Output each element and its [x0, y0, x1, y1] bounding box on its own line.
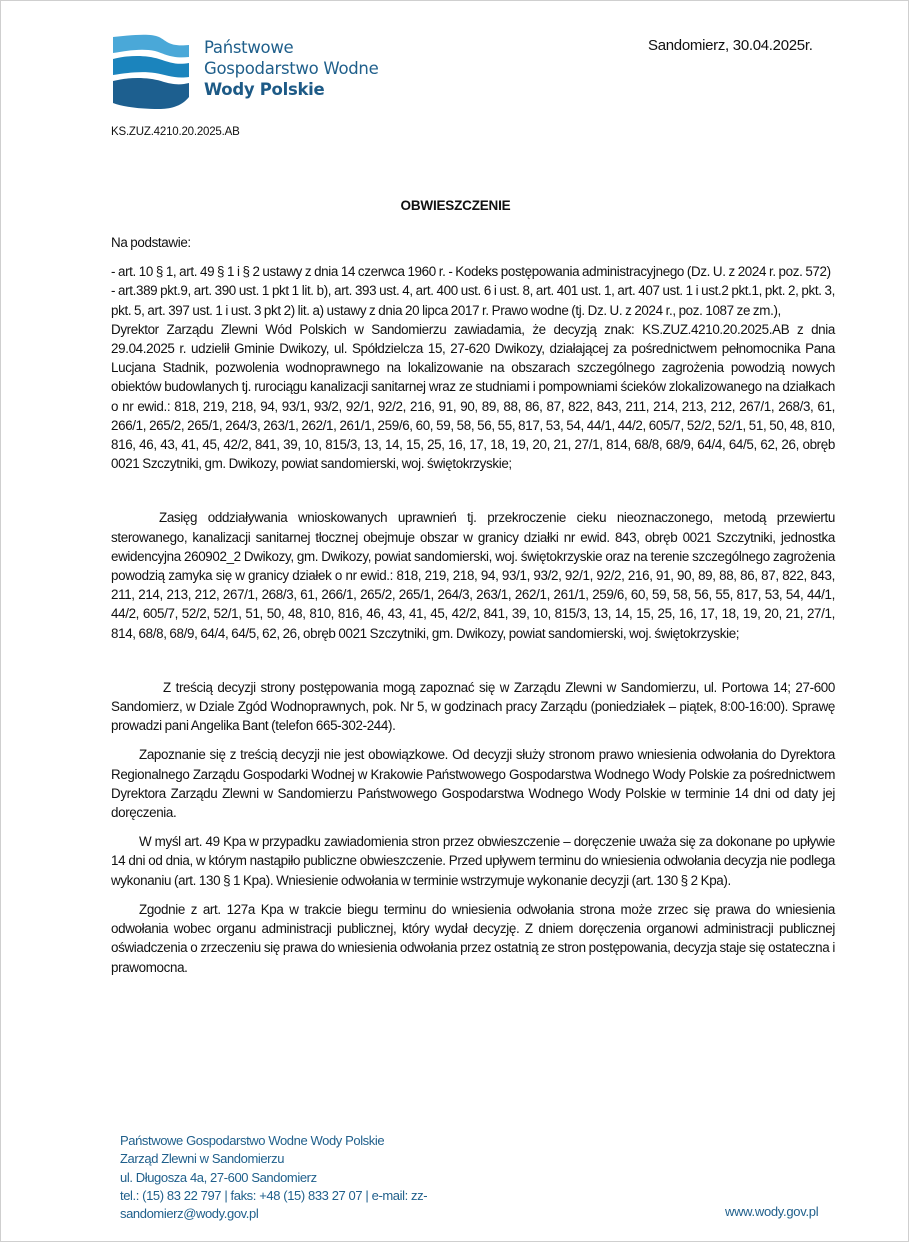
- brand-line-1: Państwowe: [204, 38, 294, 57]
- brand-line-2: Gospodarstwo Wodne: [204, 59, 379, 78]
- place-date: Sandomierz, 30.04.2025r.: [648, 37, 813, 54]
- footer-office: Zarząd Zlewni w Sandomierzu: [120, 1151, 285, 1167]
- paragraph-waiver: Zgodnie z art. 127a Kpa w trakcie biegu terminu do wniesienia odwołania strona może zrzec się prawa do wniesienia odwołania wobec organu administracji publicznej, który wydał decyzję. Z dniem doręczenia organowi administracji publicznej oświadczenia o zrzeczeniu się prawa do wniesienia odwołania przez ostatnią ze stron postępowania, decyzja staje się ostateczna i prawomocna.: [111, 901, 835, 975]
- wody-polskie-logo-icon: [111, 33, 191, 109]
- legal-basis-1: - art. 10 § 1, art. 49 § 1 i § 2 ustawy z dnia 14 czerwca 1960 r. - Kodeks postępowania administracyjnego (Dz. U. z 2024 r. poz. 572): [111, 264, 831, 280]
- legal-basis-2: - art.389 pkt.9, art. 390 ust. 1 pkt 1 lit. b), art. 393 ust. 4, art. 400 ust. 6 i ust. 8, art. 401 ust. 1, art. 407 ust. 1 i ust.2 pkt.1, pkt. 2, pkt. 3, pkt. 5, art. 397 ust. 1 i ust. 3 pkt 2) lit. a) ustawy z dnia 20 lipca 2017 r. Prawo wodne (tj. Dz. U. z 2024 r., poz. 1087 ze zm.),: [111, 283, 835, 318]
- paragraph-decision: Dyrektor Zarządu Zlewni Wód Polskich w Sandomierzu zawiadamia, że decyzją znak: KS.ZUZ.4210.20.2025.AB z dnia 29.04.2025 r. udzielił Gminie Dwikozy, ul. Spółdzielcza 15, 27-620 Dwikozy, działającej za pośrednictwem pełnomocnika Pana Lucjana Stadnik, pozwolenia wodnoprawnego na lokalizowanie na obszarach szczególnego zagrożenia powodzią nowych obiektów budowlanych tj. rurociągu kanalizacji sanitarnej wraz ze studniami i pompowniami ścieków zlokalizowanego na działkach o nr ewid.: 818, 219, 218, 94, 93/1, 93/2, 92/1, 92/2, 216, 91, 90, 89, 88, 86, 87, 822, 843, 211, 214, 213, 212, 267/1, 268/3, 61, 266/1, 265/2, 265/1, 264/3, 263/1, 262/1, 261/1, 259/6, 60, 59, 58, 56, 55, 817, 53, 54, 44/1, 44/2, 605/7, 52/2, 52/1, 51, 50, 48, 810, 816, 46, 43, 41, 45, 42/2, 841, 39, 10, 815/3, 13, 14, 15, 25, 16, 17, 18, 19, 20, 21, 27/1, 814, 68/8, 68/9, 64/4, 64/5, 62, 26, obręb 0021 Szczytniki, gm. Dwikozy, powiat sandomierski, woj. świętokrzyskie;: [111, 321, 835, 472]
- footer-address: ul. Długosza 4a, 27-600 Sandomierz: [120, 1169, 317, 1185]
- paragraph-impact-range: Zasięg oddziaływania wnioskowanych uprawnień tj. przekroczenie cieku nieoznaczonego, metodą przewiertu sterowanego, kanalizacji sanitarnej tłocznej obejmuje obszar w granicy działki nr ewid. 843, obręb 0021 Szczytniki, jednostka ewidencyjna 260902_2 Dwikozy, gm. Dwikozy, powiat sandomierski, woj. świętokrzyskie oraz na terenie szczególnego zagrożenia powodzią zamyka się w granicy działek o nr ewid.: 818, 219, 218, 94, 93/1, 93/2, 92/1, 92/2, 216, 91, 90, 89, 88, 86, 87, 822, 843, 211, 214, 213, 212, 267/1, 268/3, 61, 266/1, 265/2, 265/1, 264/3, 263/1, 262/1, 261/1, 259/6, 60, 59, 58, 56, 55, 817, 53, 54, 44/1, 44/2, 605/7, 52/2, 52/1, 51, 50, 48, 810, 816, 46, 43, 41, 45, 42/2, 841, 39, 10, 815/3, 13, 14, 15, 25, 16, 17, 18, 19, 20, 21, 27/1, 814, 68/8, 68/9, 64/4, 64/5, 62, 26, obręb 0021 Szczytniki, gm. Dwikozy, powiat sandomierski, woj. świętokrzyskie;: [111, 510, 835, 641]
- brand-name: [204, 37, 378, 100]
- footer-org-name: Państwowe Gospodarstwo Wodne Wody Polskie: [120, 1133, 385, 1148]
- footer-phone-fax-email: tel.: (15) 83 22 797 | faks: +48 (15) 833 27 07 | e-mail: zz-: [120, 1187, 428, 1203]
- intro-text: Na podstawie:: [111, 235, 191, 250]
- footer-website: www.wody.gov.pl: [725, 1204, 819, 1219]
- document-body: [111, 233, 835, 977]
- document-title: OBWIESZCZENIE: [400, 198, 511, 213]
- footer-contact: [120, 1132, 427, 1223]
- paragraph-appeal: Zapoznanie się z treścią decyzji nie jest obowiązkowe. Od decyzji służy stronom prawo wniesienia odwołania do Dyrektora Regionalnego Zarządu Gospodarki Wodnej w Krakowie Państwowego Gospodarstwa Wodnego Wody Polskie za pośrednictwem Dyrektora Zarządu Zlewni w Sandomierzu Państwowego Gospodarstwa Wodnego Wody Polskie w terminie 14 dni od daty jej doręczenia.: [111, 747, 835, 821]
- paragraph-delivery: W myśl art. 49 Kpa w przypadku zawiadomienia stron przez obwieszczenie – doręczenie uważa się za dokonane po upływie 14 dni od dnia, w którym nastąpiło publiczne obwieszczenie. Przed upływem terminu do wniesienia odwołania decyzja nie podlega wykonaniu (art. 130 § 1 Kpa). Wniesienie odwołania w terminie wstrzymuje wykonanie decyzji (art. 130 § 2 Kpa).: [111, 834, 835, 888]
- footer-email: sandomierz@wody.gov.pl: [120, 1206, 259, 1222]
- paragraph-access-info: Z treścią decyzji strony postępowania mogą zapoznać się w Zarządu Zlewni w Sandomierzu, ul. Portowa 14; 27-600 Sandomierz, w Dziale Zgód Wodnoprawnych, pok. Nr 5, w godzinach pracy Zarządu (poniedziałek – piątek, 8:00-16:00). Sprawę prowadzi pani Angelika Bant (telefon 665-302-244).: [111, 679, 835, 734]
- reference-number: KS.ZUZ.4210.20.2025.AB: [111, 126, 240, 138]
- brand-line-3: Wody Polskie: [204, 80, 325, 99]
